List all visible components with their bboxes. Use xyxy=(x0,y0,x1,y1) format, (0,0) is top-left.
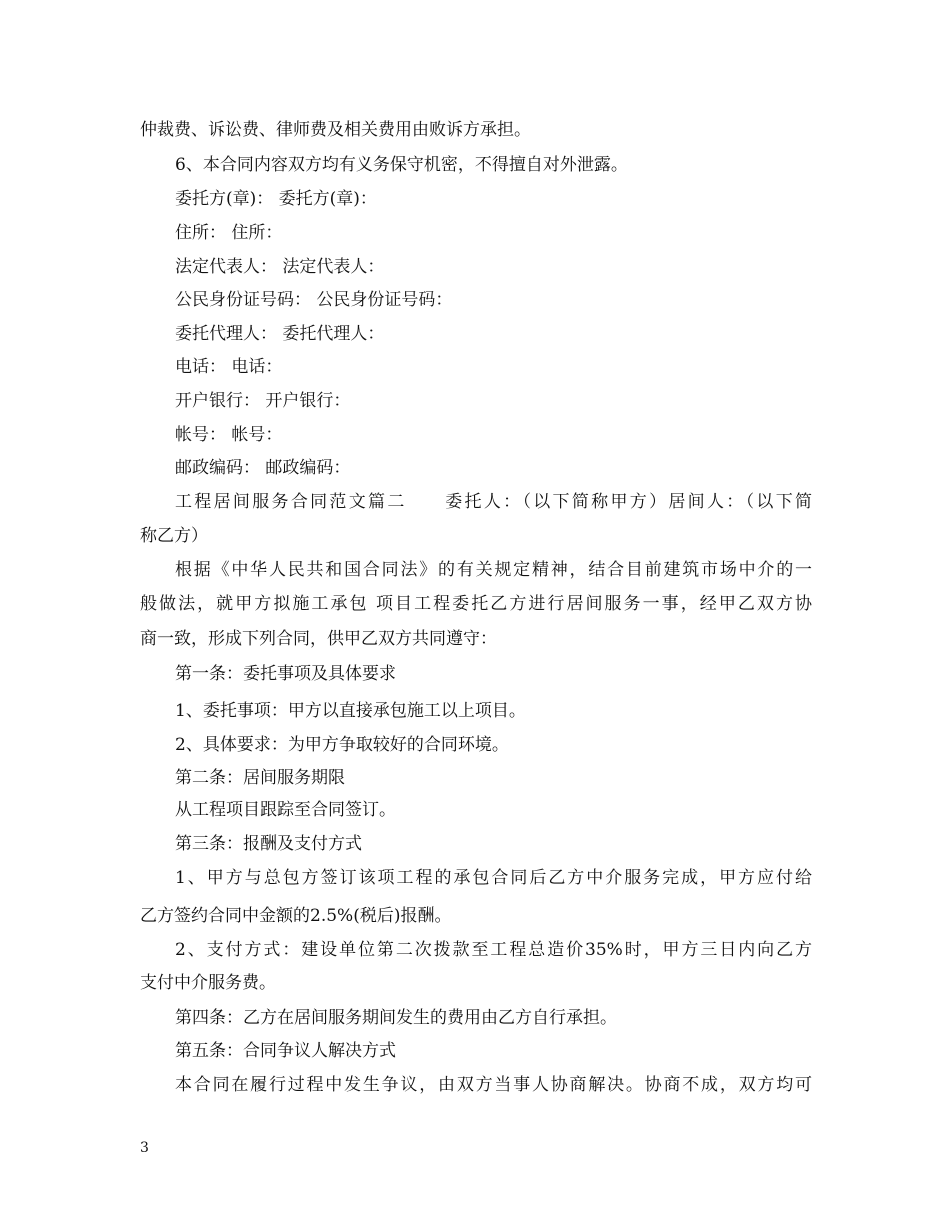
text-line: 从工程项目跟踪至合同签订。 xyxy=(175,800,396,820)
text-line: 仲裁费、诉讼费、律师费及相关费用由败诉方承担。 xyxy=(140,120,531,140)
text-line: 公民身份证号码： 公民身份证号码： xyxy=(175,290,453,310)
text-line: 商一致，形成下列合同，供甲乙双方共同遵守： xyxy=(140,629,497,649)
text-line: 乙方签约合同中金额的2.5%(税后)报酬。 xyxy=(140,906,452,926)
page-number: 3 xyxy=(140,1140,149,1156)
text-line: 1、委托事项：甲方以直接承包施工以上项目。 xyxy=(175,701,526,721)
text-line: 1、甲方与总包方签订该项工程的承包合同后乙方中介服务完成，甲方应付给 xyxy=(175,868,812,888)
text-line: 工程居间服务合同范文篇二 委托人：（以下简称甲方）居间人：（以下简 xyxy=(175,492,812,512)
text-line: 委托方(章)： 委托方(章)： xyxy=(175,189,377,209)
text-line: 邮政编码： 邮政编码： xyxy=(175,458,351,478)
text-line: 帐号： 帐号： xyxy=(175,425,283,445)
text-line: 第二条：居间服务期限 xyxy=(175,768,345,788)
text-line: 根据《中华人民共和国合同法》的有关规定精神，结合目前建筑市场中介的一 xyxy=(175,560,812,580)
text-line: 法定代表人： 法定代表人： xyxy=(175,257,385,277)
text-line: 般做法，就甲方拟施工承包 项目工程委托乙方进行居间服务一事，经甲乙双方协 xyxy=(140,594,812,614)
text-line: 第四条：乙方在居间服务期间发生的费用由乙方自行承担。 xyxy=(175,1008,617,1028)
text-line: 电话： 电话： xyxy=(175,357,283,377)
text-line: 支付中介服务费。 xyxy=(140,973,276,993)
text-line: 住所： 住所： xyxy=(175,223,283,243)
text-line: 称乙方） xyxy=(140,526,208,546)
text-line: 第三条：报酬及支付方式 xyxy=(175,834,362,854)
text-line: 6、本合同内容双方均有义务保守机密，不得擅自对外泄露。 xyxy=(175,155,628,175)
text-line: 2、支付方式：建设单位第二次拨款至工程总造价35%时，甲方三日内向乙方 xyxy=(175,940,812,960)
text-line: 2、具体要求：为甲方争取较好的合同环境。 xyxy=(175,735,509,755)
text-line: 委托代理人： 委托代理人： xyxy=(175,324,385,344)
text-line: 第五条：合同争议人解决方式 xyxy=(175,1041,396,1061)
text-line: 第一条：委托事项及具体要求 xyxy=(175,664,396,684)
text-line: 本合同在履行过程中发生争议，由双方当事人协商解决。协商不成，双方均可 xyxy=(175,1075,812,1095)
text-line: 开户银行： 开户银行： xyxy=(175,391,351,411)
